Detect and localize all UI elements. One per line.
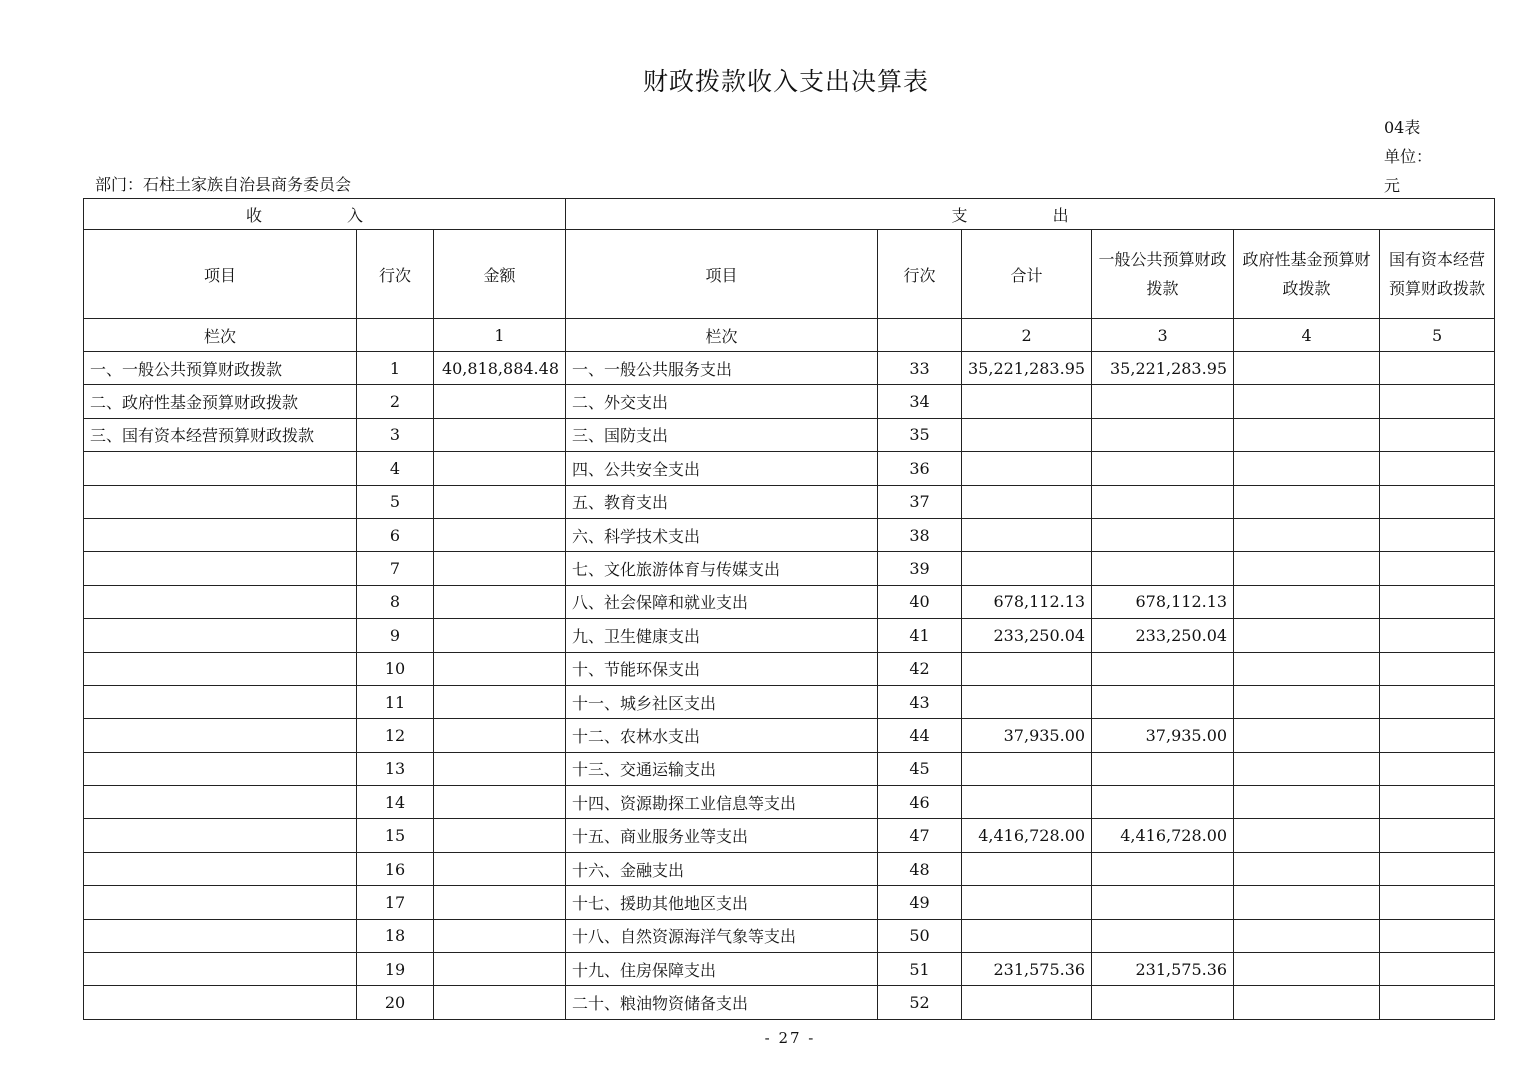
expense-line-cell: 37 bbox=[878, 485, 962, 518]
state-capital-cell bbox=[1380, 819, 1495, 852]
expense-item-cell: 十一、城乡社区支出 bbox=[566, 685, 878, 718]
gov-fund-cell bbox=[1234, 485, 1380, 518]
gov-fund-cell bbox=[1234, 585, 1380, 618]
gov-fund-cell bbox=[1234, 518, 1380, 551]
general-budget-cell bbox=[1092, 452, 1234, 485]
total-cell bbox=[962, 485, 1092, 518]
income-amount-cell bbox=[434, 485, 566, 518]
total-cell bbox=[962, 685, 1092, 718]
total-cell bbox=[962, 518, 1092, 551]
income-amount-cell: 40,818,884.48 bbox=[434, 352, 566, 385]
state-capital-cell bbox=[1380, 719, 1495, 752]
table-row bbox=[84, 852, 1495, 885]
state-capital-cell bbox=[1380, 685, 1495, 718]
income-amount-cell bbox=[434, 919, 566, 952]
income-line-cell: 4 bbox=[357, 452, 434, 485]
income-line-cell: 13 bbox=[357, 752, 434, 785]
income-amount-cell bbox=[434, 452, 566, 485]
gov-fund-cell bbox=[1234, 619, 1380, 652]
expense-item-cell: 五、教育支出 bbox=[566, 485, 878, 518]
general-budget-cell bbox=[1092, 485, 1234, 518]
column-index-row bbox=[84, 319, 1495, 352]
table-row bbox=[84, 819, 1495, 852]
col-income-item: 项目 bbox=[84, 230, 357, 319]
general-budget-cell bbox=[1092, 986, 1234, 1019]
expense-item-cell: 十八、自然资源海洋气象等支出 bbox=[566, 919, 878, 952]
expense-section-header: 支 出 bbox=[566, 199, 1495, 230]
income-line-cell: 1 bbox=[357, 352, 434, 385]
table-row bbox=[84, 352, 1495, 385]
general-budget-cell: 37,935.00 bbox=[1092, 719, 1234, 752]
total-cell bbox=[962, 418, 1092, 451]
expense-item-cell: 四、公共安全支出 bbox=[566, 452, 878, 485]
expense-item-cell: 十七、援助其他地区支出 bbox=[566, 886, 878, 919]
expense-item-cell: 十二、农林水支出 bbox=[566, 719, 878, 752]
income-amount-cell bbox=[434, 752, 566, 785]
income-amount-cell bbox=[434, 385, 566, 418]
table-row bbox=[84, 752, 1495, 785]
income-item-cell bbox=[84, 786, 357, 819]
income-line-cell: 7 bbox=[357, 552, 434, 585]
state-capital-cell bbox=[1380, 886, 1495, 919]
income-line-cell: 2 bbox=[357, 385, 434, 418]
general-budget-cell bbox=[1092, 385, 1234, 418]
expense-line-cell: 41 bbox=[878, 619, 962, 652]
income-item-cell bbox=[84, 652, 357, 685]
expense-item-cell: 九、卫生健康支出 bbox=[566, 619, 878, 652]
income-amount-cell bbox=[434, 685, 566, 718]
unit-value: 元 bbox=[1384, 176, 1401, 195]
expense-line-cell: 45 bbox=[878, 752, 962, 785]
total-cell bbox=[962, 986, 1092, 1019]
col-income-amount: 金额 bbox=[434, 230, 566, 319]
table-row bbox=[84, 685, 1495, 718]
table-row bbox=[84, 552, 1495, 585]
state-capital-cell bbox=[1380, 786, 1495, 819]
income-amount-cell bbox=[434, 518, 566, 551]
income-line-cell: 15 bbox=[357, 819, 434, 852]
income-amount-cell bbox=[434, 719, 566, 752]
table-row bbox=[84, 452, 1495, 485]
total-cell bbox=[962, 919, 1092, 952]
expense-line-cell: 43 bbox=[878, 685, 962, 718]
income-line-cell: 18 bbox=[357, 919, 434, 952]
total-cell bbox=[962, 552, 1092, 585]
table-row bbox=[84, 986, 1495, 1019]
table-row bbox=[84, 385, 1495, 418]
unit-label: 单位： bbox=[1384, 147, 1433, 166]
income-line-cell: 20 bbox=[357, 986, 434, 1019]
income-item-cell bbox=[84, 685, 357, 718]
income-item-cell bbox=[84, 752, 357, 785]
gov-fund-cell bbox=[1234, 986, 1380, 1019]
index-label-income: 栏次 bbox=[84, 319, 357, 352]
expense-item-cell: 十三、交通运输支出 bbox=[566, 752, 878, 785]
income-amount-cell bbox=[434, 786, 566, 819]
col-state-capital: 国有资本经营预算财政拨款 bbox=[1380, 230, 1495, 319]
table-number: 04表 bbox=[1384, 118, 1421, 137]
financial-table bbox=[83, 198, 1495, 1020]
general-budget-cell bbox=[1092, 786, 1234, 819]
table-row bbox=[84, 886, 1495, 919]
expense-line-cell: 49 bbox=[878, 886, 962, 919]
income-line-cell: 12 bbox=[357, 719, 434, 752]
expense-item-cell: 八、社会保障和就业支出 bbox=[566, 585, 878, 618]
total-cell bbox=[962, 852, 1092, 885]
table-row bbox=[84, 719, 1495, 752]
general-budget-cell bbox=[1092, 552, 1234, 585]
general-budget-cell: 233,250.04 bbox=[1092, 619, 1234, 652]
state-capital-cell bbox=[1380, 619, 1495, 652]
table-meta bbox=[1384, 113, 1432, 200]
general-budget-cell bbox=[1092, 852, 1234, 885]
state-capital-cell bbox=[1380, 752, 1495, 785]
gov-fund-cell bbox=[1234, 418, 1380, 451]
expense-line-cell: 42 bbox=[878, 652, 962, 685]
income-amount-cell bbox=[434, 652, 566, 685]
income-item-cell bbox=[84, 986, 357, 1019]
state-capital-cell bbox=[1380, 418, 1495, 451]
expense-line-cell: 35 bbox=[878, 418, 962, 451]
general-budget-cell bbox=[1092, 418, 1234, 451]
total-cell: 4,416,728.00 bbox=[962, 819, 1092, 852]
table-row bbox=[84, 652, 1495, 685]
income-item-cell: 一、一般公共预算财政拨款 bbox=[84, 352, 357, 385]
expense-line-cell: 52 bbox=[878, 986, 962, 1019]
gov-fund-cell bbox=[1234, 819, 1380, 852]
expense-item-cell: 二十、粮油物资储备支出 bbox=[566, 986, 878, 1019]
col-expense-line: 行次 bbox=[878, 230, 962, 319]
income-item-cell: 二、政府性基金预算财政拨款 bbox=[84, 385, 357, 418]
total-cell bbox=[962, 652, 1092, 685]
expense-line-cell: 40 bbox=[878, 585, 962, 618]
income-line-cell: 17 bbox=[357, 886, 434, 919]
expense-line-cell: 36 bbox=[878, 452, 962, 485]
table-row bbox=[84, 953, 1495, 986]
expense-item-cell: 三、国防支出 bbox=[566, 418, 878, 451]
expense-line-cell: 33 bbox=[878, 352, 962, 385]
income-line-cell: 11 bbox=[357, 685, 434, 718]
general-budget-cell: 678,112.13 bbox=[1092, 585, 1234, 618]
income-amount-cell bbox=[434, 852, 566, 885]
total-cell: 37,935.00 bbox=[962, 719, 1092, 752]
expense-line-cell: 38 bbox=[878, 518, 962, 551]
gov-fund-cell bbox=[1234, 886, 1380, 919]
gov-fund-cell bbox=[1234, 552, 1380, 585]
income-amount-cell bbox=[434, 552, 566, 585]
total-cell bbox=[962, 752, 1092, 785]
state-capital-cell bbox=[1380, 352, 1495, 385]
gov-fund-cell bbox=[1234, 852, 1380, 885]
expense-item-cell: 十、节能环保支出 bbox=[566, 652, 878, 685]
gov-fund-cell bbox=[1234, 452, 1380, 485]
index-3: 3 bbox=[1092, 319, 1234, 352]
state-capital-cell bbox=[1380, 485, 1495, 518]
col-income-line: 行次 bbox=[357, 230, 434, 319]
section-header-row bbox=[84, 199, 1495, 230]
general-budget-cell: 4,416,728.00 bbox=[1092, 819, 1234, 852]
income-amount-cell bbox=[434, 986, 566, 1019]
income-line-cell: 19 bbox=[357, 953, 434, 986]
gov-fund-cell bbox=[1234, 953, 1380, 986]
state-capital-cell bbox=[1380, 585, 1495, 618]
index-1: 1 bbox=[434, 319, 566, 352]
income-amount-cell bbox=[434, 418, 566, 451]
expense-line-cell: 46 bbox=[878, 786, 962, 819]
table-row bbox=[84, 518, 1495, 551]
income-amount-cell bbox=[434, 953, 566, 986]
department-label: 部门：石柱土家族自治县商务委员会 bbox=[95, 175, 352, 194]
col-total: 合计 bbox=[962, 230, 1092, 319]
income-item-cell bbox=[84, 886, 357, 919]
income-amount-cell bbox=[434, 585, 566, 618]
income-line-cell: 9 bbox=[357, 619, 434, 652]
total-cell bbox=[962, 385, 1092, 418]
income-line-cell: 3 bbox=[357, 418, 434, 451]
expense-line-cell: 51 bbox=[878, 953, 962, 986]
column-header-row bbox=[84, 230, 1495, 319]
gov-fund-cell bbox=[1234, 752, 1380, 785]
general-budget-cell bbox=[1092, 919, 1234, 952]
state-capital-cell bbox=[1380, 552, 1495, 585]
state-capital-cell bbox=[1380, 652, 1495, 685]
gov-fund-cell bbox=[1234, 685, 1380, 718]
total-cell: 678,112.13 bbox=[962, 585, 1092, 618]
expense-item-cell: 六、科学技术支出 bbox=[566, 518, 878, 551]
expense-line-cell: 50 bbox=[878, 919, 962, 952]
state-capital-cell bbox=[1380, 919, 1495, 952]
gov-fund-cell bbox=[1234, 719, 1380, 752]
income-item-cell bbox=[84, 719, 357, 752]
state-capital-cell bbox=[1380, 986, 1495, 1019]
income-item-cell bbox=[84, 819, 357, 852]
table-row bbox=[84, 418, 1495, 451]
expense-line-cell: 34 bbox=[878, 385, 962, 418]
income-amount-cell bbox=[434, 619, 566, 652]
expense-item-cell: 十四、资源勘探工业信息等支出 bbox=[566, 786, 878, 819]
index-5: 5 bbox=[1380, 319, 1495, 352]
income-line-cell: 8 bbox=[357, 585, 434, 618]
general-budget-cell bbox=[1092, 752, 1234, 785]
general-budget-cell bbox=[1092, 518, 1234, 551]
index-empty bbox=[357, 319, 434, 352]
income-item-cell bbox=[84, 919, 357, 952]
gov-fund-cell bbox=[1234, 385, 1380, 418]
income-item-cell bbox=[84, 452, 357, 485]
table-row bbox=[84, 786, 1495, 819]
state-capital-cell bbox=[1380, 452, 1495, 485]
income-line-cell: 6 bbox=[357, 518, 434, 551]
income-section-header: 收 入 bbox=[84, 199, 566, 230]
expense-item-cell: 十九、住房保障支出 bbox=[566, 953, 878, 986]
page-title: 财政拨款收入支出决算表 bbox=[642, 67, 929, 96]
index-label-expense: 栏次 bbox=[566, 319, 878, 352]
income-line-cell: 10 bbox=[357, 652, 434, 685]
income-line-cell: 14 bbox=[357, 786, 434, 819]
income-item-cell bbox=[84, 953, 357, 986]
index-2: 2 bbox=[962, 319, 1092, 352]
income-item-cell bbox=[84, 585, 357, 618]
expense-item-cell: 七、文化旅游体育与传媒支出 bbox=[566, 552, 878, 585]
gov-fund-cell bbox=[1234, 652, 1380, 685]
income-line-cell: 16 bbox=[357, 852, 434, 885]
table-row bbox=[84, 585, 1495, 618]
col-expense-item: 项目 bbox=[566, 230, 878, 319]
state-capital-cell bbox=[1380, 852, 1495, 885]
expense-item-cell: 一、一般公共服务支出 bbox=[566, 352, 878, 385]
general-budget-cell bbox=[1092, 652, 1234, 685]
expense-item-cell: 十六、金融支出 bbox=[566, 852, 878, 885]
total-cell: 233,250.04 bbox=[962, 619, 1092, 652]
income-item-cell bbox=[84, 485, 357, 518]
state-capital-cell bbox=[1380, 518, 1495, 551]
total-cell bbox=[962, 786, 1092, 819]
total-cell bbox=[962, 452, 1092, 485]
income-line-cell: 5 bbox=[357, 485, 434, 518]
income-amount-cell bbox=[434, 819, 566, 852]
expense-line-cell: 39 bbox=[878, 552, 962, 585]
col-general-budget: 一般公共预算财政拨款 bbox=[1092, 230, 1234, 319]
expense-line-cell: 48 bbox=[878, 852, 962, 885]
total-cell bbox=[962, 886, 1092, 919]
income-item-cell: 三、国有资本经营预算财政拨款 bbox=[84, 418, 357, 451]
income-item-cell bbox=[84, 619, 357, 652]
table-row bbox=[84, 485, 1495, 518]
income-item-cell bbox=[84, 852, 357, 885]
income-item-cell bbox=[84, 552, 357, 585]
page-number: - 27 - bbox=[764, 1029, 816, 1047]
expense-line-cell: 47 bbox=[878, 819, 962, 852]
gov-fund-cell bbox=[1234, 919, 1380, 952]
general-budget-cell: 35,221,283.95 bbox=[1092, 352, 1234, 385]
col-gov-fund: 政府性基金预算财政拨款 bbox=[1234, 230, 1380, 319]
state-capital-cell bbox=[1380, 385, 1495, 418]
total-cell: 231,575.36 bbox=[962, 953, 1092, 986]
general-budget-cell bbox=[1092, 685, 1234, 718]
gov-fund-cell bbox=[1234, 352, 1380, 385]
table-row bbox=[84, 919, 1495, 952]
expense-item-cell: 十五、商业服务业等支出 bbox=[566, 819, 878, 852]
table-row bbox=[84, 619, 1495, 652]
general-budget-cell bbox=[1092, 886, 1234, 919]
gov-fund-cell bbox=[1234, 786, 1380, 819]
expense-item-cell: 二、外交支出 bbox=[566, 385, 878, 418]
state-capital-cell bbox=[1380, 953, 1495, 986]
income-amount-cell bbox=[434, 886, 566, 919]
income-item-cell bbox=[84, 518, 357, 551]
total-cell: 35,221,283.95 bbox=[962, 352, 1092, 385]
expense-line-cell: 44 bbox=[878, 719, 962, 752]
index-4: 4 bbox=[1234, 319, 1380, 352]
index-empty bbox=[878, 319, 962, 352]
general-budget-cell: 231,575.36 bbox=[1092, 953, 1234, 986]
